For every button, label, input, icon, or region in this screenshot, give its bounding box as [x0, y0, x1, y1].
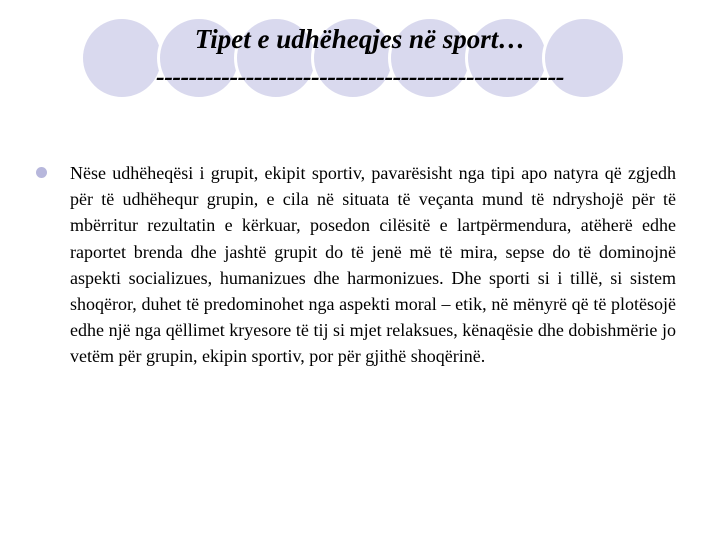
- slide-content: [36, 160, 676, 370]
- slide-title: Tipet e udhëheqjes në sport…: [194, 24, 526, 54]
- title-block: [0, 22, 720, 92]
- bullet-icon: [36, 167, 47, 178]
- bullet-item: [36, 160, 676, 370]
- title-rule: --------------------------------------------------: [156, 62, 564, 91]
- bullet-text: Nëse udhëheqësi i grupit, ekipit sportiv, pavarësisht nga tipi apo natyra që zgjedh për të udhëhequr grupin, e cila në situata të veçanta mund të ndryshojë për të mbërritur rezultatin e kërkuar, posedon cilësitë e lartpërmendura, atëherë edhe raportet brenda dhe jashtë grupit do të jenë më të mira, sepse do të dominojnë aspekti socializues, humanizues dhe harmonizues. Dhe sporti si i tillë, si sistem shoqëror, duhet të predominohet nga aspekti moral – etik, në mënyrë që të plotësojë edhe një nga qëllimet kryesore të tij si mjet relaksues, kënaqësie dhe dobishmërie jo vetëm për grupin, ekipin sportiv, por për gjithë shoqërinë.: [70, 163, 676, 367]
